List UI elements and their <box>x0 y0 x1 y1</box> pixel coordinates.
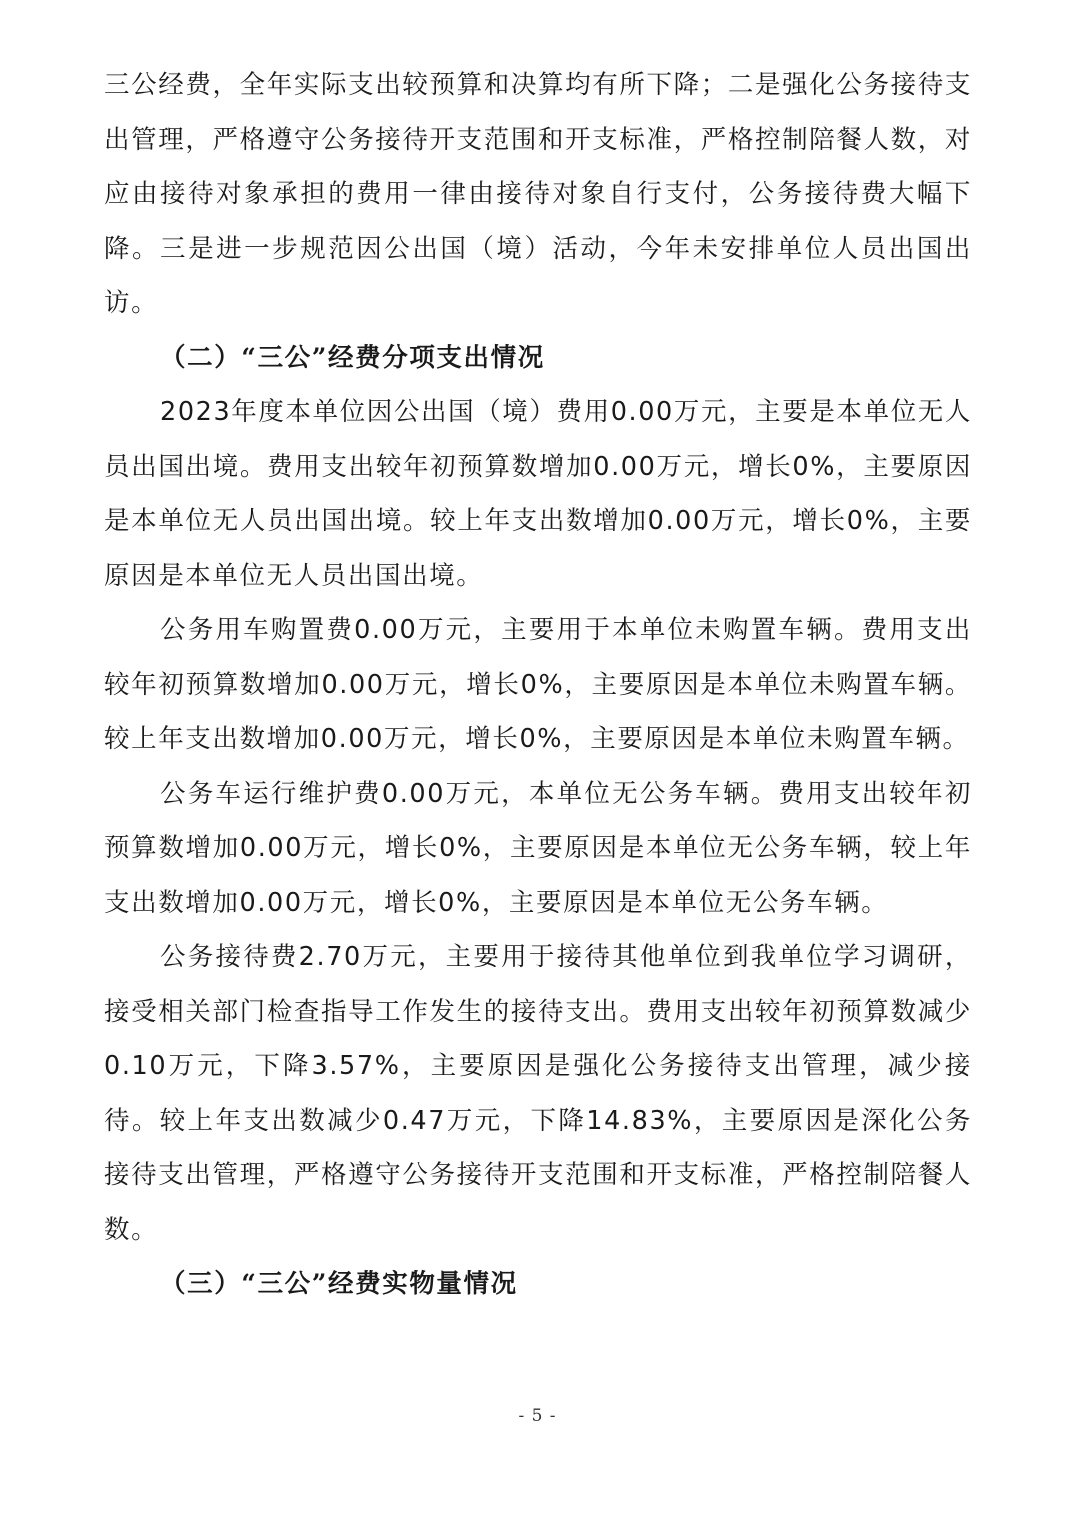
paragraph-vehicle-purchase: 公务用车购置费0.00万元，主要用于本单位未购置车辆。费用支出较年初预算数增加0.00万元，增长0%，主要原因是本单位未购置车辆。较上年支出数增加0.00万元，增长0%，主要原因是本单位未购置车辆。 <box>104 615 972 754</box>
paragraph-vehicle-operation: 公务车运行维护费0.00万元，本单位无公务车辆。费用支出较年初预算数增加0.00万元，增长0%，主要原因是本单位无公务车辆，较上年支出数增加0.00万元，增长0%，主要原因是本单位无公务车辆。 <box>104 778 972 918</box>
section-heading-2: （二）“三公”经费分项支出情况 <box>160 342 545 373</box>
paragraph-reception-expense: 公务接待费2.70万元，主要用于接待其他单位到我单位学习调研，接受相关部门检查指导工作发生的接待支出。费用支出较年初预算数减少0.10万元，下降3.57%，主要原因是强化公务接待支出管理，减少接待。较上年支出数减少0.47万元，下降14.83%，主要原因是深化公务接待支出管理，严格遵守公务接待开支范围和开支标准，严格控制陪餐人数。 <box>104 942 972 1245</box>
page-number: - 5 - <box>518 1406 557 1426</box>
document-body <box>104 58 972 1312</box>
paragraph-continuation: 三公经费，全年实际支出较预算和决算均有所下降；二是强化公务接待支出管理，严格遵守公务接待开支范围和开支标准，严格控制陪餐人数，对应由接待对象承担的费用一律由接待对象自行支付，公务接待费大幅下降。三是进一步规范因公出国（境）活动，今年未安排单位人员出国出访。 <box>104 70 972 318</box>
paragraph-overseas-expense: 2023年度本单位因公出国（境）费用0.00万元，主要是本单位无人员出国出境。费用支出较年初预算数增加0.00万元，增长0%，主要原因是本单位无人员出国出境。较上年支出数增加0.00万元，增长0%，主要原因是本单位无人员出国出境。 <box>104 397 972 591</box>
section-heading-3: （三）“三公”经费实物量情况 <box>160 1269 518 1299</box>
